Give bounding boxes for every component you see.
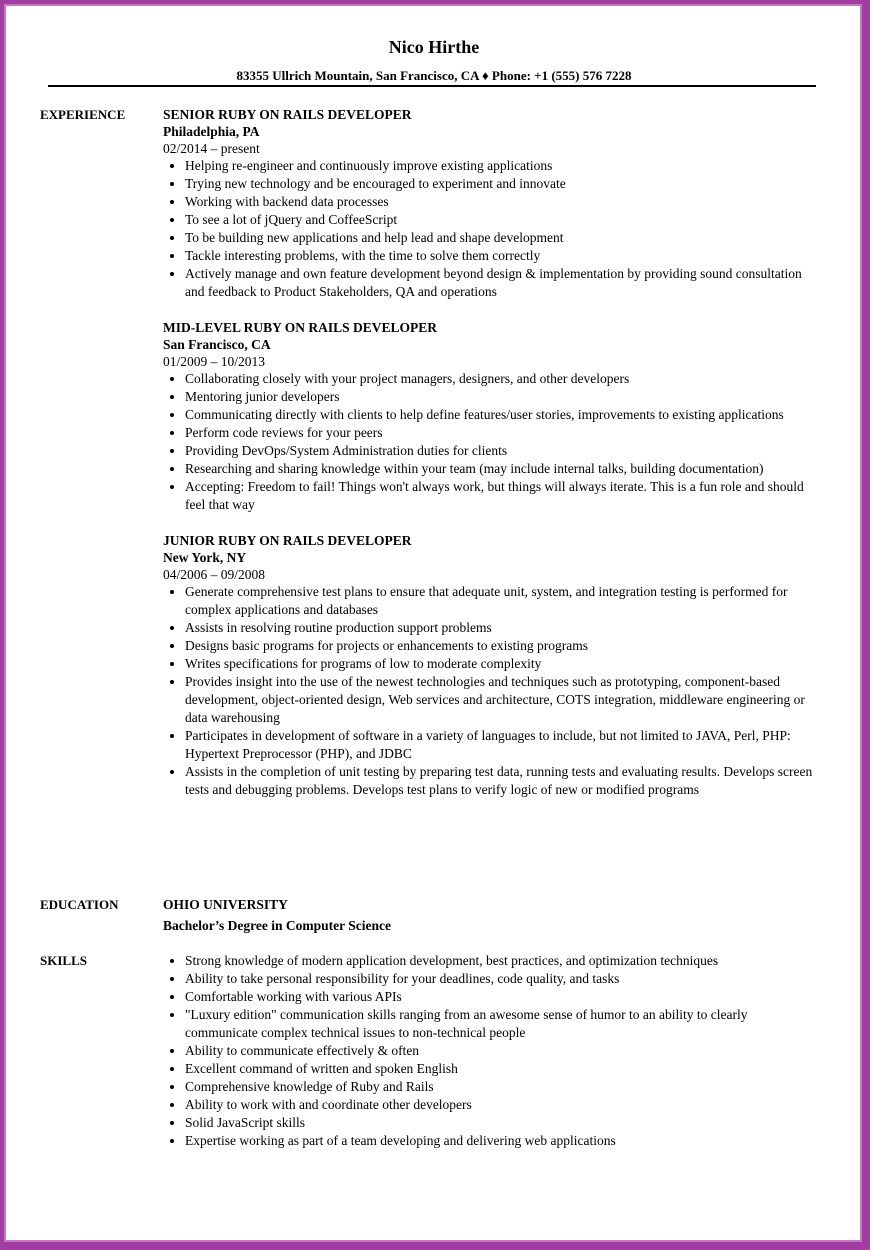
job-entry — [163, 319, 823, 514]
experience-list — [163, 106, 823, 817]
job-title: JUNIOR RUBY ON RAILS DEVELOPER — [163, 533, 412, 548]
job-entry — [163, 532, 823, 799]
job-location: Philadelphia, PA — [163, 124, 260, 139]
job-dates: 01/2009 – 10/2013 — [163, 354, 266, 369]
skill-item: • Solid JavaScript skills — [185, 1114, 823, 1132]
job-bullets — [163, 157, 823, 301]
section-label-skills: SKILLS — [40, 953, 87, 968]
skill-item: • Comprehensive knowledge of Ruby and Rails — [185, 1078, 823, 1096]
header-divider — [48, 85, 816, 87]
skill-item: • Strong knowledge of modern application development, best practices, and optimization techniques — [185, 952, 823, 970]
job-bullet: • Trying new technology and be encouraged to experiment and innovate — [185, 175, 823, 193]
job-bullet: • Provides insight into the use of the newest technologies and techniques such as prototyping, component-based development, object-oriented design, Web services and architecture, COTS integration, middleware engineering or data warehousing — [185, 673, 823, 727]
section-label-education: EDUCATION — [40, 897, 119, 912]
job-bullet: • Designs basic programs for projects or enhancements to existing programs — [185, 637, 823, 655]
skill-item: • Comfortable working with various APIs — [185, 988, 823, 1006]
job-location: San Francisco, CA — [163, 337, 271, 352]
job-bullet: • Perform code reviews for your peers — [185, 424, 823, 442]
job-dates: 02/2014 – present — [163, 141, 260, 156]
skill-item: • Ability to communicate effectively & often — [185, 1042, 823, 1060]
contact-line: 83355 Ullrich Mountain, San Francisco, CA ♦ Phone: +1 (555) 576 7228 — [236, 68, 632, 83]
job-bullet: • Accepting: Freedom to fail! Things won't always work, but things will always iterate. This is a fun role and should feel that way — [185, 478, 823, 514]
education-details — [163, 896, 823, 938]
job-bullet: • Researching and sharing knowledge within your team (may include internal talks, building documentation) — [185, 460, 823, 478]
job-title: MID-LEVEL RUBY ON RAILS DEVELOPER — [163, 320, 438, 335]
job-bullet: • To see a lot of jQuery and CoffeeScript — [185, 211, 823, 229]
candidate-name: Nico Hirthe — [388, 37, 480, 57]
job-entry — [163, 106, 823, 301]
job-bullet: • Collaborating closely with your project managers, designers, and other developers — [185, 370, 823, 388]
job-bullet: • Writes specifications for programs of low to moderate complexity — [185, 655, 823, 673]
job-bullet: • Participates in development of software in a variety of languages to include, but not limited to JAVA, Perl, PHP: Hypertext Preprocessor (PHP), and JDBC — [185, 727, 823, 763]
job-bullets — [163, 583, 823, 799]
skill-item: • Ability to work with and coordinate other developers — [185, 1096, 823, 1114]
job-bullet: • Generate comprehensive test plans to ensure that adequate unit, system, and integration testing is performed for complex applications and databases — [185, 583, 823, 619]
resume-header — [6, 36, 862, 84]
job-bullet: • Assists in the completion of unit testing by preparing test data, running tests and evaluating results. Develops screen tests and debugging problems. Develops test plans to verify logic of new or modified programs — [185, 763, 823, 799]
degree: Bachelor’s Degree in Computer Science — [163, 918, 391, 933]
job-bullet: • Providing DevOps/System Administration duties for clients — [185, 442, 823, 460]
job-dates: 04/2006 – 09/2008 — [163, 567, 266, 582]
skill-item: • "Luxury edition" communication skills ranging from an awesome sense of humor to an ability to clearly communicate complex technical issues to non-technical people — [185, 1006, 823, 1042]
skill-item: • Excellent command of written and spoken English — [185, 1060, 823, 1078]
job-title: SENIOR RUBY ON RAILS DEVELOPER — [163, 107, 412, 122]
job-bullet: • Actively manage and own feature development beyond design & implementation by providing sound consultation and feedback to Product Stakeholders, QA and operations — [185, 265, 823, 301]
resume-page — [4, 4, 862, 1242]
job-bullet: • Working with backend data processes — [185, 193, 823, 211]
skills-list — [163, 952, 823, 1150]
job-bullet: • Tackle interesting problems, with the time to solve them correctly — [185, 247, 823, 265]
job-bullet: • Communicating directly with clients to help define features/user stories, improvements to existing applications — [185, 406, 823, 424]
section-label-experience: EXPERIENCE — [40, 107, 126, 122]
skill-item: • Ability to take personal responsibility for your deadlines, code quality, and tasks — [185, 970, 823, 988]
job-bullet: • Assists in resolving routine production support problems — [185, 619, 823, 637]
job-bullet: • Helping re-engineer and continuously improve existing applications — [185, 157, 823, 175]
skill-bullets — [163, 952, 823, 1150]
skill-item: • Expertise working as part of a team developing and delivering web applications — [185, 1132, 823, 1150]
job-bullet: • Mentoring junior developers — [185, 388, 823, 406]
job-location: New York, NY — [163, 550, 247, 565]
job-bullets — [163, 370, 823, 514]
job-bullet: • To be building new applications and help lead and shape development — [185, 229, 823, 247]
school-name: OHIO UNIVERSITY — [163, 897, 288, 912]
